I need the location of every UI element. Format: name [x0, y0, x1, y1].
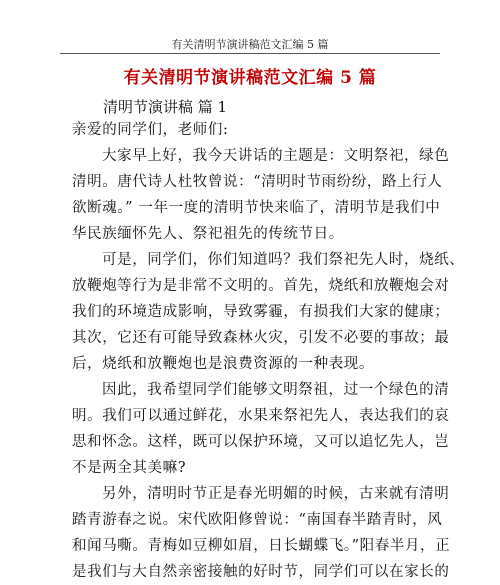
- running-header: 有关清明节演讲稿范文汇编 5 篇: [171, 38, 329, 51]
- body-text: [72, 117, 465, 585]
- body-line: 放鞭炮等行为是非常不文明的。首先，烧纸和放鞭炮会对: [72, 278, 450, 294]
- body-line: 思和怀念。这样，既可以保护环境，又可以追忆先人，岂: [72, 434, 450, 450]
- body-line: 我们的环境造成影响，导致雾霾，有损我们大家的健康；: [72, 304, 450, 320]
- body-line: 因此，我希望同学们能够文明祭祖，过一个绿色的清: [102, 382, 450, 398]
- body-line: 其次，它还有可能导致森林火灾，引发不必要的事故；最: [72, 330, 450, 346]
- body-line: 另外，清明时节正是春光明媚的时候，古来就有清明: [102, 486, 450, 502]
- body-line: 后，烧纸和放鞭炮也是浪费资源的一种表现。: [72, 356, 374, 372]
- body-line: 踏青游春之说。宋代欧阳修曾说：“南国春半踏青时，风: [72, 512, 443, 528]
- body-line: 是我们与大自然亲密接触的好时节，同学们可以在家长的: [72, 564, 450, 580]
- header-rule: [60, 53, 440, 54]
- section-heading: 清明节演讲稿 篇 1: [103, 98, 228, 116]
- document-title: 有关清明节演讲稿范文汇编 5 篇: [123, 68, 377, 88]
- body-line: 不是两全其美嘛?: [72, 460, 187, 476]
- body-line: 大家早上好，我今天讲话的主题是：文明祭祀，绿色: [102, 148, 450, 164]
- body-line: 华民族缅怀先人、祭祀祖先的传统节日。: [72, 226, 344, 242]
- body-line: 明。我们可以通过鲜花，水果来祭祀先人，表达我们的哀: [72, 408, 450, 424]
- body-line: 欲断魂。” 一年一度的清明节快来临了，清明节是我们中: [72, 200, 441, 216]
- body-line: 和闻马嘶。青梅如豆柳如眉，日长蝴蝶飞。”阳春半月，正: [72, 538, 451, 554]
- body-line: 清明。唐代诗人杜牧曾说：“清明时节雨纷纷，路上行人: [72, 174, 443, 190]
- body-line: 亲爱的同学们，老师们:: [72, 122, 229, 138]
- body-line: 可是，同学们，你们知道吗？我们祭祀先人时，烧纸、: [102, 252, 465, 268]
